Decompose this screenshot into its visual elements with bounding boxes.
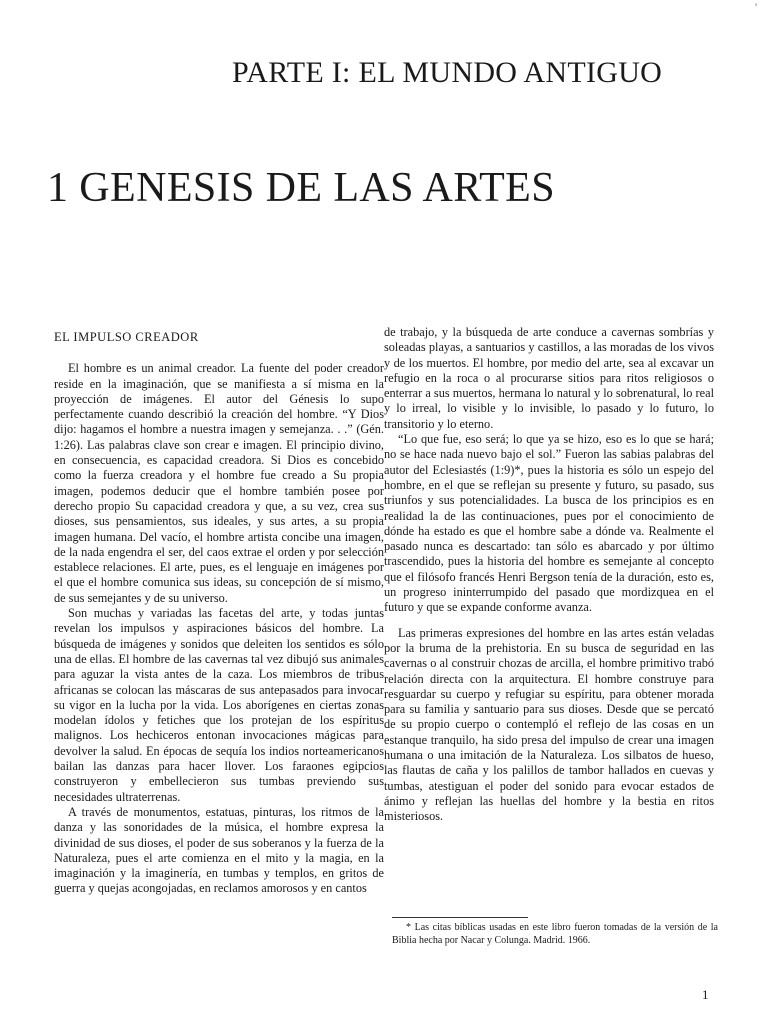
section-heading: EL IMPULSO CREADOR [54, 330, 199, 344]
footnote-rule [392, 917, 528, 918]
page-number: 1 [702, 987, 709, 1002]
right-paragraph-3: Las primeras expresiones del hombre en las artes están veladas por la bruma de la prehistoria. En su busca de seguridad en las cavernas o al construir chozas de arcilla, el hombre primitivo trabó relación directa con la arquitectura. El hombre construye para resguardar su cuerpo y refugiar su espíritu, para obtener morada para su familia y santuario para sus dioses. Desde que se percató de su propio cuerpo o contempló el reflejo de las cosas en un estanque tranquilo, ha sido presa del impulso de crear una imagen humana o una imitación de la Naturaleza. Los silbatos de hueso, las flautas de caña y los palillos de tambor hallados en cuevas y tumbas, atestiguan el poder del sonido para evocar estados de ánimo y reflejan las huellas del hombre y la bestia en ritos misteriosos. [384, 625, 714, 824]
right-paragraph-1: de trabajo, y la búsqueda de arte conduce a cavernas sombrías y soleadas playas, a santuarios y castillos, a las moradas de los vivos y de los muertos. El hombre, por medio del arte, sea al excavar un refugio en la roca o al procurarse sitios para ritos religiosos o enterrar a sus muertos, hermana lo natural y lo sobrenatural, lo real y lo irreal, lo visible y lo invisible, lo pasado y lo futuro, lo transitorio y lo eterno. [384, 325, 714, 431]
part-title: PARTE I: EL MUNDO ANTIGUO [232, 56, 663, 89]
left-paragraph-3: A través de monumentos, estatuas, pinturas, los ritmos de la danza y las sonoridades de la música, el hombre expresa la divinidad de sus dioses, el poder de sus soberanos y la fuerza de la Naturaleza, pues el arte comienza en el mito y la magia, en la imaginación y la imaginería, en tumbas y templos, en gritos de guerra y quejas acongojadas, en reclamos amorosos y en cantos [54, 804, 384, 896]
right-paragraph-2: “Lo que fue, eso será; lo que ya se hizo, eso es lo que se hará; no se hace nada nuevo bajo el sol.” Fueron las sabias palabras del autor del Eclesiastés (1:9)*, pues la historia es sólo un espejo del hombre, en el que se reflejan su presente y futuro, su pasado, sus triunfos y sus potencialidades. La busca de los principios es en realidad la de las continuaciones, pues por el conocimiento de dónde ha estado es que el hombre sabe a dónde va. Realmente el pasado nunca es descartado: tan sólo es abarcado y por último trascendido, pues la historia del hombre es semejante al concepto que el filósofo francés Henri Bergson tenía de la duración, esto es, un progreso ininterrumpido del pasado que mordizquea en el futuro y que se expande conforme avanza. [384, 432, 714, 615]
scan-corner-mark: ' [755, 0, 758, 14]
right-column [384, 325, 714, 825]
footnote: * Las citas bíblicas usadas en este libro fueron tomadas de la versión de la Biblia hecha por Nacar y Colunga. Madrid. 1966. [392, 922, 718, 946]
left-paragraph-2: Son muchas y variadas las facetas del arte, y todas juntas revelan los impulsos y aspiraciones básicos del hombre. La búsqueda de imágenes y sonidos que deleiten los sentidos es sólo una de ellas. El hombre de las cavernas tal vez dibujó sus animales para aguzar la vista antes de la caza. Los miembros de tribus africanas se colocan las máscaras de sus antepasados para invocar su vigor en la lucha por la vida. Los aborígenes en ciertas zonas modelan ídolos y fetiches que los protejan de los espíritus malignos. Los hechiceros entonan invocaciones mágicas para devolver la salud. En épocas de sequía los indios norteamericanos bailan las danzas para hacer llover. Los faraones egipcios construyeron y embellecieron sus tumbas previendo sus necesidades ultraterrenas. [54, 606, 384, 804]
chapter-title: 1 GENESIS DE LAS ARTES [47, 165, 555, 211]
left-paragraph-1: El hombre es un animal creador. La fuente del poder creador reside en la imaginación, que se manifiesta a sí misma en la proyección de imágenes. El autor del Génesis lo supo perfectamente cuando describió la creación del hombre. “Y Dios dijo: hagamos el hombre a nuestra imagen y semejanza. . .” (Gén. 1:26). Las palabras clave son crear e imagen. El principio divino, en consecuencia, es capacidad creadora. Si Dios es concebido como la fuerza creadora y el hombre fue creado a Su propia imagen, podemos deducir que el hombre también posee por derecho propio Su capacidad creadora y que, a su vez, crea sus dioses, sus pensamientos, sus ideales, y sus artes, a su propia imagen humana. Del vacío, el hombre artista concibe una imagen, de la nada engendra el ser, del caos extrae el orden y por selección establece relaciones. El arte, pues, es el lenguaje en imágenes por el que el hombre comunica sus ideas, su concepción de sí mismo, de sus semejantes y de su universo. [54, 361, 384, 605]
left-column [54, 330, 384, 897]
